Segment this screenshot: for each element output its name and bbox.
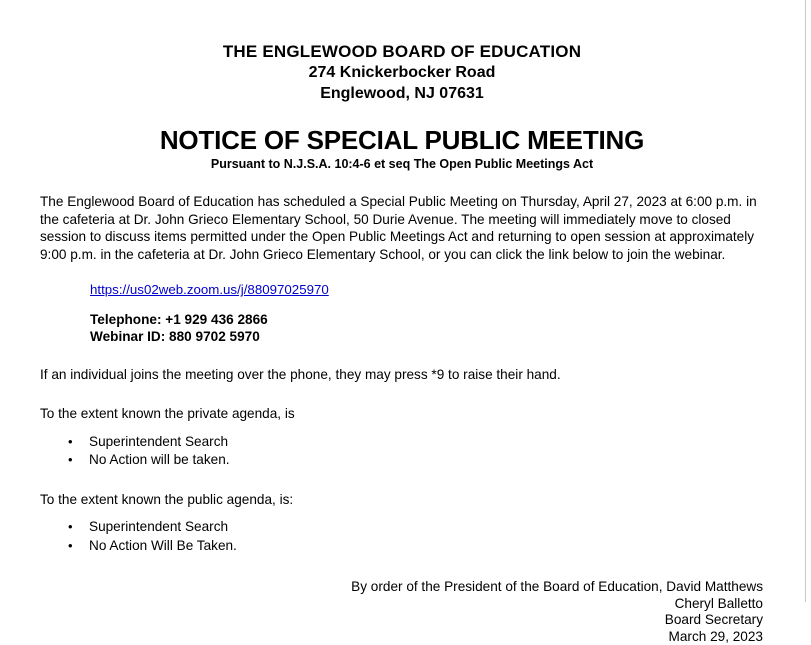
organization-city-state-zip: Englewood, NJ 07631	[320, 85, 484, 102]
main-paragraph: The Englewood Board of Education has scheduled a Special Public Meeting on Thursday, April 27, 2023 at 6:00 p.m. in the cafeteria at Dr. John Grieco Elementary School, 50 Durie Avenue. The meeting will immediately move to closed session to discuss items permitted under the Open Public Meetings Act and returning to open session at approximately 9:00 p.m. in the cafeteria at Dr. John Grieco Elementary School, or you can click the link below to join the webinar.	[40, 194, 757, 262]
telephone-line: Telephone: +1 929 436 2866	[90, 312, 268, 328]
signature-line-date: March 29, 2023	[668, 628, 763, 644]
organization-name: THE ENGLEWOOD BOARD OF EDUCATION	[222, 42, 582, 61]
organization-street-address: 274 Knickerbocker Road	[308, 64, 496, 81]
phone-instructions-paragraph: If an individual joins the meeting over the phone, they may press *9 to raise their hand.	[40, 367, 561, 383]
bullet-icon: •	[68, 537, 73, 553]
list-item-label: No Action Will Be Taken.	[89, 537, 237, 553]
list-item-label: Superintendent Search	[89, 519, 229, 535]
signature-block	[40, 579, 764, 645]
list-item	[40, 518, 764, 537]
private-agenda-intro: To the extent known the private agenda, is	[40, 405, 295, 421]
list-item-label: No Action will be taken.	[89, 452, 230, 468]
list-item-label: Superintendent Search	[89, 433, 229, 449]
page-edge-line	[805, 0, 806, 602]
notice-title: NOTICE OF SPECIAL PUBLIC MEETING	[159, 125, 645, 155]
webinar-link[interactable]: https://us02web.zoom.us/j/88097025970	[90, 282, 329, 298]
list-item	[40, 433, 764, 452]
public-agenda-intro: To the extent known the public agenda, is:	[40, 491, 294, 507]
signature-line-title: Board Secretary	[664, 612, 763, 628]
webinar-link-row	[40, 281, 764, 298]
public-agenda-list	[40, 518, 764, 555]
signature-line-order: By order of the President of the Board of Education, David Matthews	[351, 579, 763, 595]
notice-subtitle: Pursuant to N.J.S.A. 10:4-6 et seq The Open Public Meetings Act	[210, 157, 594, 171]
signature-line-name: Cheryl Balletto	[674, 595, 763, 611]
bullet-icon: •	[68, 433, 73, 449]
list-item	[40, 537, 764, 556]
webinar-id-line: Webinar ID: 880 9702 5970	[90, 328, 260, 344]
bullet-icon: •	[68, 452, 73, 468]
document-content	[40, 0, 764, 645]
dial-in-details	[40, 312, 764, 345]
private-agenda-list	[40, 433, 764, 470]
bullet-icon: •	[68, 519, 73, 535]
list-item	[40, 451, 764, 470]
letterhead	[40, 0, 764, 104]
